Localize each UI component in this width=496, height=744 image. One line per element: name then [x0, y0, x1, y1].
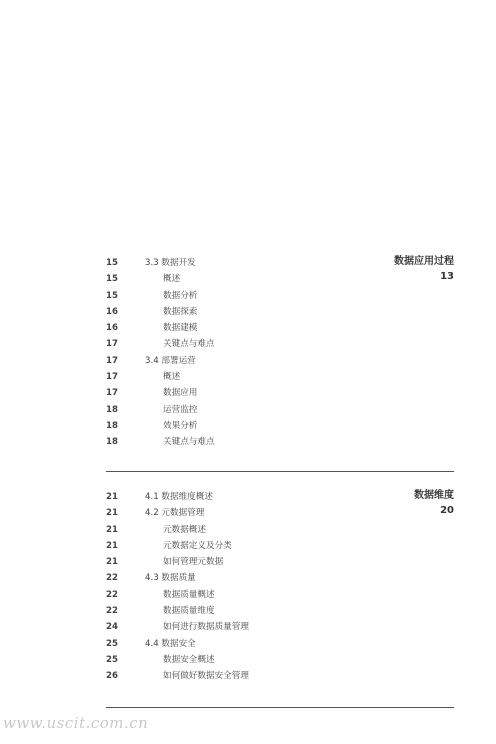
toc-entry[interactable] [106, 402, 454, 418]
toc-section-data-application [106, 255, 454, 451]
toc-entry[interactable] [106, 288, 454, 304]
toc-entry-page: 24 [106, 622, 118, 633]
toc-entry-page: 22 [106, 589, 118, 600]
toc-entries [106, 255, 454, 451]
toc-entry[interactable] [106, 554, 454, 570]
toc-entry[interactable] [106, 570, 454, 586]
toc-entry-page: 17 [106, 355, 118, 366]
toc-entry[interactable] [106, 538, 454, 554]
toc-entry-title: 4.3 数据质量 [145, 573, 196, 584]
toc-entry[interactable] [106, 489, 454, 505]
toc-entry-page: 18 [106, 420, 118, 431]
toc-entry-title: 元数据概述 [163, 524, 206, 535]
toc-entry[interactable] [106, 271, 454, 287]
toc-entry[interactable] [106, 619, 454, 635]
toc-entry[interactable] [106, 255, 454, 271]
toc-entry-page: 16 [106, 306, 118, 317]
toc-entry-page: 21 [106, 492, 118, 502]
toc-entry-page: 18 [106, 404, 118, 415]
toc-entry-page: 21 [106, 557, 118, 568]
toc-entry-title: 数据分析 [163, 290, 198, 301]
toc-entry[interactable] [106, 505, 454, 521]
toc-entry-title: 数据质量维度 [163, 606, 215, 617]
toc-entry-page: 21 [106, 540, 118, 551]
toc-entry-title: 概述 [163, 274, 181, 285]
toc-entry[interactable] [106, 304, 454, 320]
toc-entry-page: 22 [106, 606, 118, 617]
toc-entry-page: 22 [106, 573, 118, 584]
toc-section-data-dimension [106, 489, 454, 685]
toc-entry[interactable] [106, 320, 454, 336]
section-title: 数据维度 [414, 490, 454, 501]
toc-entries [106, 489, 454, 685]
toc-entry-title: 数据建模 [163, 323, 198, 334]
toc-entry-page: 25 [106, 638, 118, 649]
toc-entry[interactable] [106, 668, 454, 684]
toc-entry-page: 21 [106, 524, 118, 535]
toc-entry[interactable] [106, 369, 454, 385]
toc-entry[interactable] [106, 603, 454, 619]
toc-entry-page: 15 [106, 290, 118, 301]
section-page: 13 [440, 271, 454, 282]
toc-entry-title: 如何管理元数据 [163, 557, 224, 568]
toc-entry-title: 数据探索 [163, 306, 198, 317]
toc-entry-page: 16 [106, 323, 118, 334]
toc-entry-title: 4.1 数据维度概述 [145, 492, 213, 502]
toc-entry[interactable] [106, 652, 454, 668]
toc-entry-title: 关键点与难点 [163, 339, 215, 350]
toc-entry-page: 25 [106, 654, 118, 665]
toc-entry-page: 26 [106, 671, 118, 682]
watermark: www.uscit.com.cn [3, 714, 149, 732]
toc-entry-title: 4.4 数据安全 [145, 638, 196, 649]
toc-entry-title: 数据安全概述 [163, 654, 215, 665]
section-page: 20 [440, 505, 454, 516]
toc-entry[interactable] [106, 434, 454, 450]
toc-entry-title: 数据应用 [163, 388, 198, 399]
toc-entry-title: 3.4 部署运营 [145, 355, 196, 366]
toc-entry[interactable] [106, 522, 454, 538]
toc-entry-page: 15 [106, 258, 118, 268]
toc-entry-title: 效果分析 [163, 420, 198, 431]
toc-entry-page: 15 [106, 274, 118, 285]
toc-entry[interactable] [106, 587, 454, 603]
toc-entry-page: 17 [106, 339, 118, 350]
toc-entry-title: 3.3 数据开发 [145, 258, 196, 268]
toc-entry-page: 17 [106, 372, 118, 383]
toc-entry[interactable] [106, 353, 454, 369]
toc-entry-title: 概述 [163, 372, 181, 383]
toc-entry-title: 元数据定义及分类 [163, 540, 232, 551]
section-divider [106, 707, 454, 708]
toc-entry-title: 运营监控 [163, 404, 198, 415]
toc-entry-title: 如何做好数据安全管理 [163, 671, 249, 682]
toc-entry[interactable] [106, 385, 454, 401]
toc-entry-page: 17 [106, 388, 118, 399]
toc-entry[interactable] [106, 636, 454, 652]
section-title: 数据应用过程 [394, 256, 454, 267]
toc-entry-page: 18 [106, 437, 118, 448]
toc-entry-title: 如何进行数据质量管理 [163, 622, 249, 633]
toc-entry-title: 数据质量概述 [163, 589, 215, 600]
toc-entry-page: 21 [106, 508, 118, 519]
toc-entry-title: 关键点与难点 [163, 437, 215, 448]
section-divider [106, 471, 454, 472]
toc-entry-title: 4.2 元数据管理 [145, 508, 205, 519]
toc-entry[interactable] [106, 336, 454, 352]
toc-entry[interactable] [106, 418, 454, 434]
